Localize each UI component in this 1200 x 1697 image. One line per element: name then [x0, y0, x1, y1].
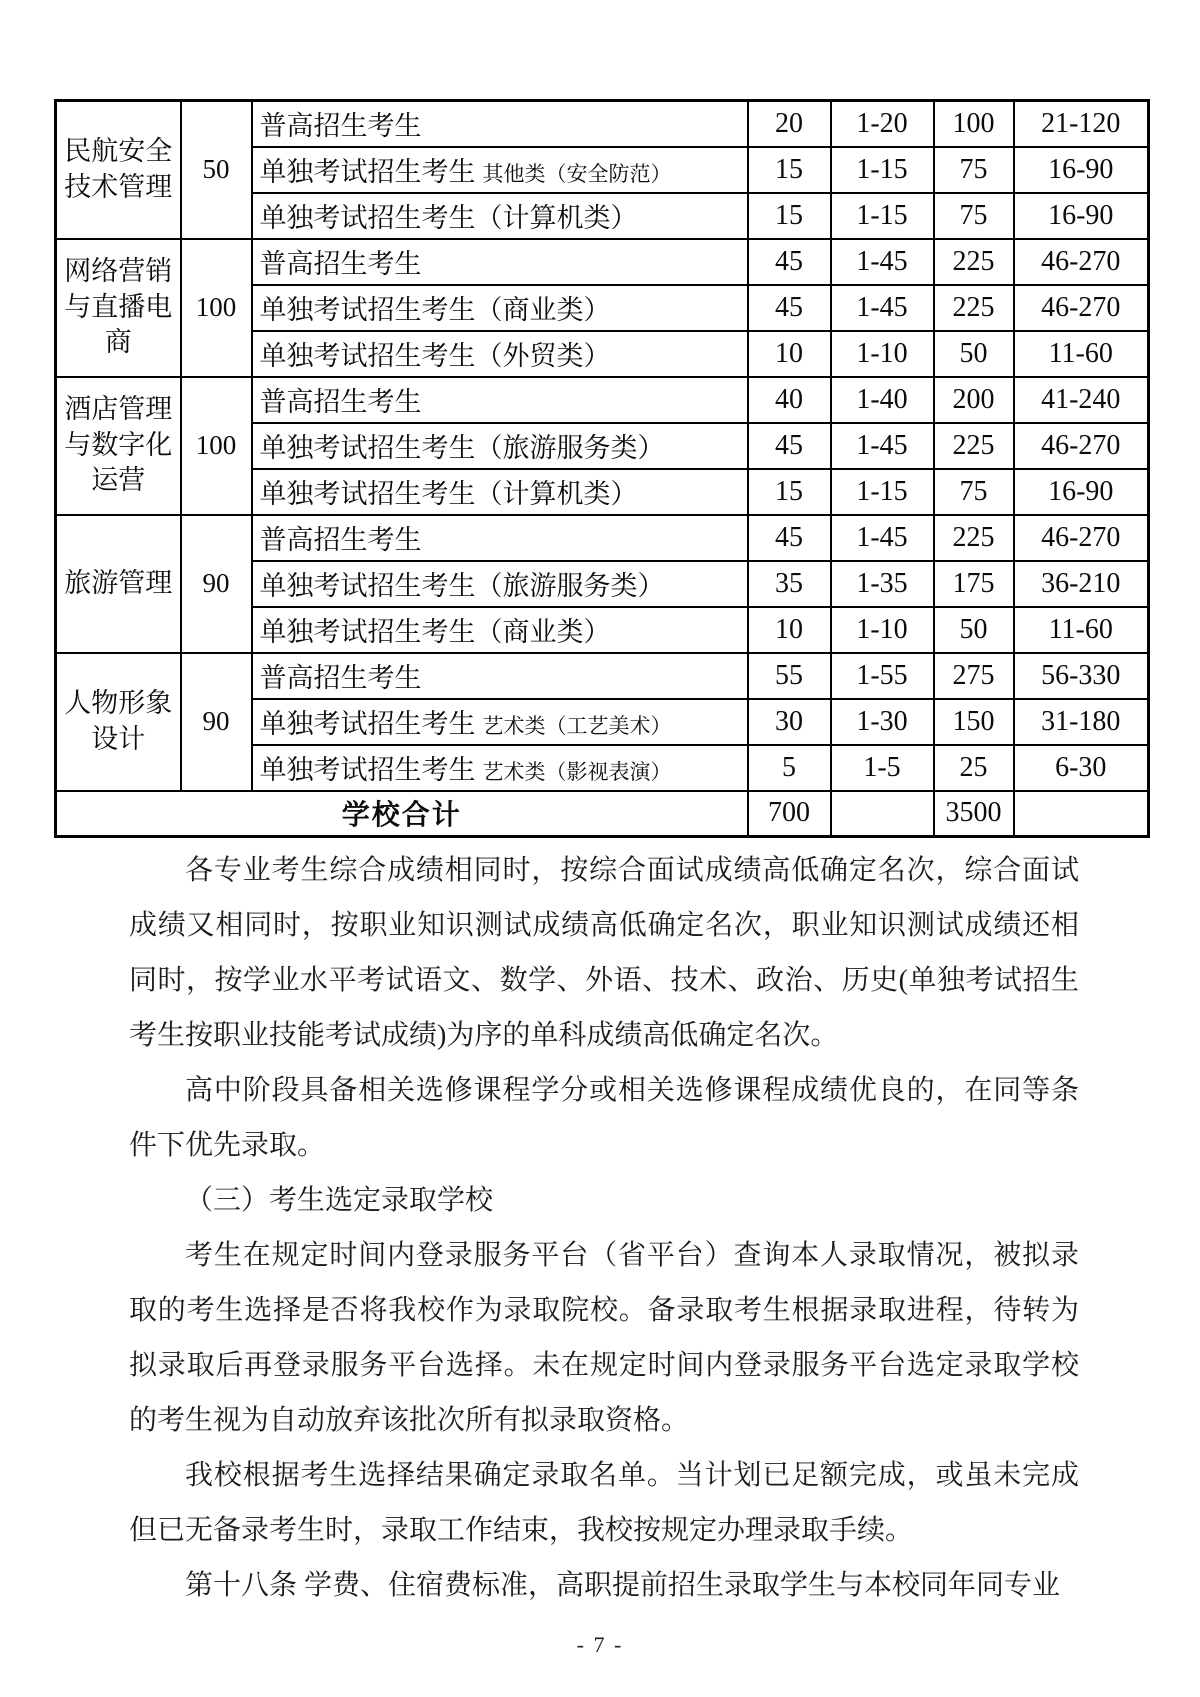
count-cell: 150 [934, 699, 1014, 745]
category-cell [252, 147, 748, 193]
rank-range-cell: 1-35 [831, 561, 934, 607]
count-cell: 45 [748, 285, 831, 331]
total-rank-range-cell [831, 791, 934, 837]
rank-range-cell: 1-40 [831, 377, 934, 423]
rank-range-cell: 1-15 [831, 147, 934, 193]
rank-range-cell: 1-45 [831, 423, 934, 469]
rank-range-cell: 1-15 [831, 469, 934, 515]
rank-range-cell: 16-90 [1014, 147, 1149, 193]
category-label: 单独考试招生考生（外贸类） [259, 341, 611, 371]
count-cell: 10 [748, 331, 831, 377]
category-label: 单独考试招生考生（旅游服务类） [259, 571, 665, 601]
table-row [56, 239, 1149, 285]
category-cell [252, 239, 748, 285]
rank-range-cell: 46-270 [1014, 285, 1149, 331]
plan-total-cell: 50 [181, 101, 252, 239]
count-cell: 225 [934, 515, 1014, 561]
plan-total-cell: 100 [181, 239, 252, 377]
count-cell: 175 [934, 561, 1014, 607]
rank-range-cell: 46-270 [1014, 423, 1149, 469]
rank-range-cell: 1-45 [831, 239, 934, 285]
category-label: 普高招生考生 [259, 663, 422, 693]
count-cell: 55 [748, 653, 831, 699]
category-label: 单独考试招生考生 [259, 157, 476, 187]
table-total-row [56, 791, 1149, 837]
rank-range-cell: 1-15 [831, 193, 934, 239]
paragraph-tiebreak-rule: 各专业考生综合成绩相同时，按综合面试成绩高低确定名次，综合面试成绩又相同时，按职业知识测试成绩高低确定名次，职业知识测试成绩还相同时，按学业水平考试语文、数学、外语、技术、政治、历史(单独考试招生考生按职业技能考试成绩)为序的单科成绩高低确定名次。 [129, 855, 1079, 1051]
count-cell: 225 [934, 285, 1014, 331]
category-subtype-label: 其他类（安全防范） [482, 162, 672, 186]
rank-range-cell: 1-45 [831, 515, 934, 561]
paragraph-elective-priority: 高中阶段具备相关选修课程学分或相关选修课程成绩优良的，在同等条件下优先录取。 [129, 1075, 1079, 1161]
rank-range-cell: 21-120 [1014, 101, 1149, 147]
category-cell [252, 469, 748, 515]
count-cell: 5 [748, 745, 831, 791]
category-cell [252, 331, 748, 377]
rank-range-cell: 1-10 [831, 607, 934, 653]
count-cell: 20 [748, 101, 831, 147]
major-name-cell: 酒店管理与数字化运营 [56, 377, 181, 515]
category-label: 单独考试招生考生（计算机类） [259, 203, 638, 233]
rank-range-cell: 46-270 [1014, 515, 1149, 561]
category-subtype-label: 艺术类（工艺美术） [482, 714, 672, 738]
plan-total-cell: 90 [181, 653, 252, 791]
count-cell: 225 [934, 423, 1014, 469]
count-cell: 15 [748, 469, 831, 515]
count-cell: 10 [748, 607, 831, 653]
category-cell [252, 607, 748, 653]
table-row [56, 101, 1149, 147]
major-name-cell: 网络营销与直播电商 [56, 239, 181, 377]
category-label: 单独考试招生考生（商业类） [259, 295, 611, 325]
major-name-cell: 人物形象设计 [56, 653, 181, 791]
category-cell [252, 653, 748, 699]
rank-range-cell: 1-55 [831, 653, 934, 699]
count-cell: 35 [748, 561, 831, 607]
count-cell: 15 [748, 147, 831, 193]
category-label: 单独考试招生考生 [259, 755, 476, 785]
plan-total-cell: 90 [181, 515, 252, 653]
plan-total-cell: 100 [181, 377, 252, 515]
count-cell: 275 [934, 653, 1014, 699]
category-cell [252, 745, 748, 791]
rank-range-cell: 41-240 [1014, 377, 1149, 423]
rank-range-cell: 1-45 [831, 285, 934, 331]
page-number: - 7 - [576, 1632, 624, 1657]
count-cell: 50 [934, 331, 1014, 377]
total-rank-range-cell [1014, 791, 1149, 837]
rank-range-cell: 46-270 [1014, 239, 1149, 285]
table-row [56, 377, 1149, 423]
category-label: 单独考试招生考生 [259, 709, 476, 739]
table-row [56, 515, 1149, 561]
count-cell: 40 [748, 377, 831, 423]
count-cell: 45 [748, 423, 831, 469]
rank-range-cell: 6-30 [1014, 745, 1149, 791]
count-cell: 30 [748, 699, 831, 745]
rank-range-cell: 1-5 [831, 745, 934, 791]
paragraph-article-18-fees: 第十八条 学费、住宿费标准，高职提前招生录取学生与本校同年同专业 [185, 1570, 1061, 1601]
rank-range-cell: 1-30 [831, 699, 934, 745]
rank-range-cell: 11-60 [1014, 607, 1149, 653]
count-cell: 75 [934, 147, 1014, 193]
major-name-cell: 民航安全技术管理 [56, 101, 181, 239]
category-label: 普高招生考生 [259, 387, 422, 417]
category-cell [252, 423, 748, 469]
count-cell: 225 [934, 239, 1014, 285]
count-cell: 45 [748, 239, 831, 285]
count-cell: 100 [934, 101, 1014, 147]
rank-range-cell: 16-90 [1014, 193, 1149, 239]
category-cell [252, 285, 748, 331]
rank-range-cell: 11-60 [1014, 331, 1149, 377]
category-cell [252, 193, 748, 239]
school-total-label: 学校合计 [56, 791, 748, 837]
count-cell: 75 [934, 469, 1014, 515]
rank-range-cell: 1-20 [831, 101, 934, 147]
category-cell [252, 101, 748, 147]
category-cell [252, 515, 748, 561]
count-cell: 25 [934, 745, 1014, 791]
category-label: 普高招生考生 [259, 111, 422, 142]
category-cell [252, 377, 748, 423]
paragraph-admission-finalization: 我校根据考生选择结果确定录取名单。当计划已足额完成，或虽未完成但已无备录考生时，录取工作结束，我校按规定办理录取手续。 [129, 1460, 1079, 1546]
rank-range-cell: 36-210 [1014, 561, 1149, 607]
category-subtype-label: 艺术类（影视表演） [482, 760, 672, 784]
rank-range-cell: 31-180 [1014, 699, 1149, 745]
document-body [129, 843, 1079, 1613]
category-label: 单独考试招生考生（商业类） [259, 617, 611, 647]
count-cell: 75 [934, 193, 1014, 239]
count-cell: 200 [934, 377, 1014, 423]
category-cell [252, 699, 748, 745]
category-label: 单独考试招生考生（旅游服务类） [259, 433, 665, 463]
count-cell: 50 [934, 607, 1014, 653]
total-count-cell: 3500 [934, 791, 1014, 837]
category-cell [252, 561, 748, 607]
admission-plan-table [54, 99, 1150, 838]
major-name-cell: 旅游管理 [56, 515, 181, 653]
total-count-cell: 700 [748, 791, 831, 837]
paragraph-platform-selection: 考生在规定时间内登录服务平台（省平台）查询本人录取情况，被拟录取的考生选择是否将我校作为录取院校。备录取考生根据录取进程，待转为拟录取后再登录服务平台选择。未在规定时间内登录服务平台选定录取学校的考生视为自动放弃该批次所有拟录取资格。 [129, 1240, 1079, 1436]
count-cell: 15 [748, 193, 831, 239]
rank-range-cell: 1-10 [831, 331, 934, 377]
category-label: 普高招生考生 [259, 525, 422, 555]
rank-range-cell: 56-330 [1014, 653, 1149, 699]
table-row [56, 653, 1149, 699]
category-label: 单独考试招生考生（计算机类） [259, 479, 638, 509]
count-cell: 45 [748, 515, 831, 561]
rank-range-cell: 16-90 [1014, 469, 1149, 515]
section-heading-candidate-school-selection: （三）考生选定录取学校 [185, 1185, 494, 1216]
category-label: 普高招生考生 [259, 249, 422, 279]
